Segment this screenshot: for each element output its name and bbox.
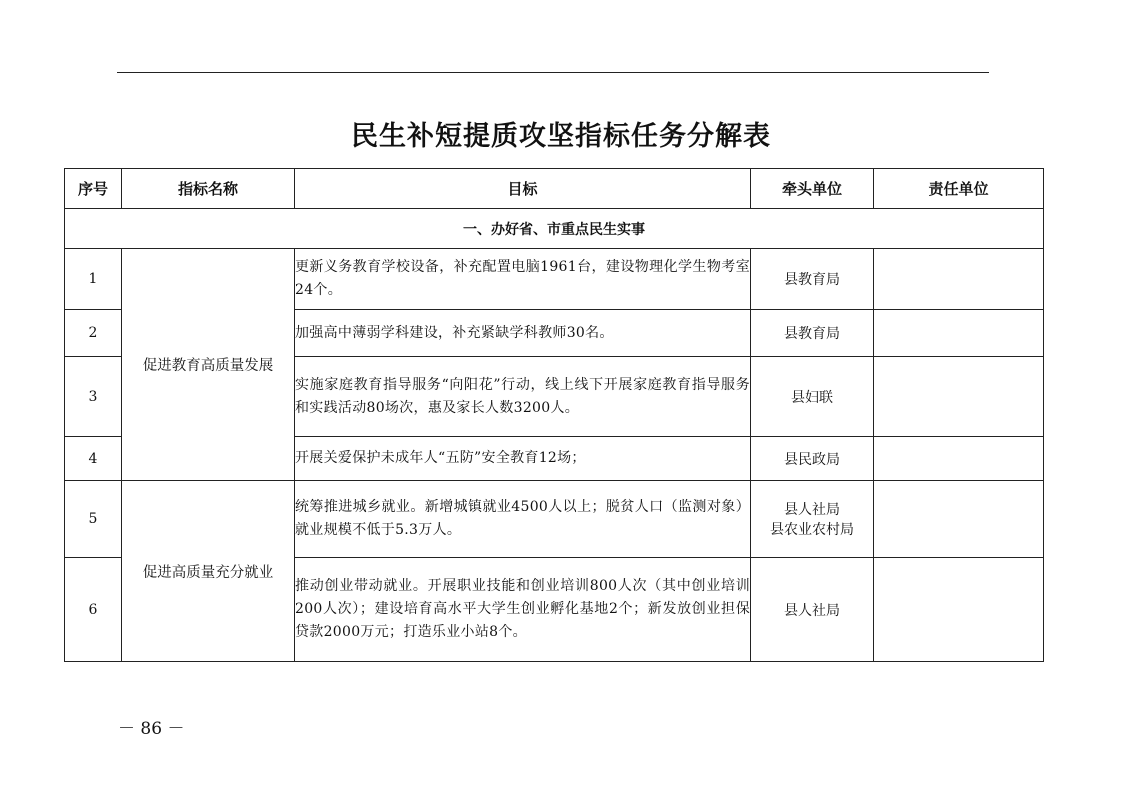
indicator-name: 促进高质量充分就业: [122, 481, 295, 662]
lead-unit-line: 县农业农村局: [770, 522, 854, 538]
section-title: 一、办好省、市重点民生实事: [65, 209, 1044, 249]
goal-cell: 推动创业带动就业。开展职业技能和创业培训800人次（其中创业培训200人次）；建设培育高水平大学生创业孵化基地2个；新发放创业担保贷款2000万元；打造乐业小站8个。: [295, 558, 751, 662]
row-number: 5: [65, 481, 122, 558]
page-title: 民生补短提质攻坚指标任务分解表: [351, 121, 771, 152]
section-row: [65, 209, 1044, 249]
header-lead-unit: 牵头单位: [751, 169, 874, 209]
row-number: 4: [65, 437, 122, 481]
header-responsible-unit: 责任单位: [874, 169, 1044, 209]
responsible-unit-cell: [874, 357, 1044, 437]
table-row: [65, 481, 1044, 558]
lead-unit-cell: 县人社局: [751, 558, 874, 662]
table-row: [65, 249, 1044, 310]
responsible-unit-cell: [874, 437, 1044, 481]
goal-cell: 实施家庭教育指导服务“向阳花”行动，线上线下开展家庭教育指导服务和实践活动80场次，惠及家长人数3200人。: [295, 357, 751, 437]
lead-unit-cell: 县教育局: [751, 310, 874, 357]
goal-cell: 更新义务教育学校设备，补充配置电脑1961台，建设物理化学生物考室24个。: [295, 249, 751, 310]
lead-unit-line: 县人社局: [784, 502, 840, 518]
header-row: [65, 169, 1044, 209]
responsible-unit-cell: [874, 310, 1044, 357]
lead-unit-cell: 县民政局: [751, 437, 874, 481]
indicator-name: 促进教育高质量发展: [122, 249, 295, 481]
header-rule: [117, 72, 989, 73]
page-number: － 86 －: [118, 719, 185, 739]
row-number: 6: [65, 558, 122, 662]
goal-cell: 开展关爱保护未成年人“五防”安全教育12场；: [295, 437, 751, 481]
row-number: 2: [65, 310, 122, 357]
header-seq: 序号: [65, 169, 122, 209]
header-goal: 目标: [295, 169, 751, 209]
responsible-unit-cell: [874, 558, 1044, 662]
lead-unit-cell: 县教育局: [751, 249, 874, 310]
task-table: [64, 168, 1044, 662]
responsible-unit-cell: [874, 249, 1044, 310]
lead-unit-cell: 县妇联: [751, 357, 874, 437]
header-indicator: 指标名称: [122, 169, 295, 209]
row-number: 1: [65, 249, 122, 310]
lead-unit-cell: [751, 481, 874, 558]
goal-cell: 加强高中薄弱学科建设，补充紧缺学科教师30名。: [295, 310, 751, 357]
responsible-unit-cell: [874, 481, 1044, 558]
goal-cell: 统筹推进城乡就业。新增城镇就业4500人以上；脱贫人口（监测对象）就业规模不低于5.3万人。: [295, 481, 751, 558]
row-number: 3: [65, 357, 122, 437]
